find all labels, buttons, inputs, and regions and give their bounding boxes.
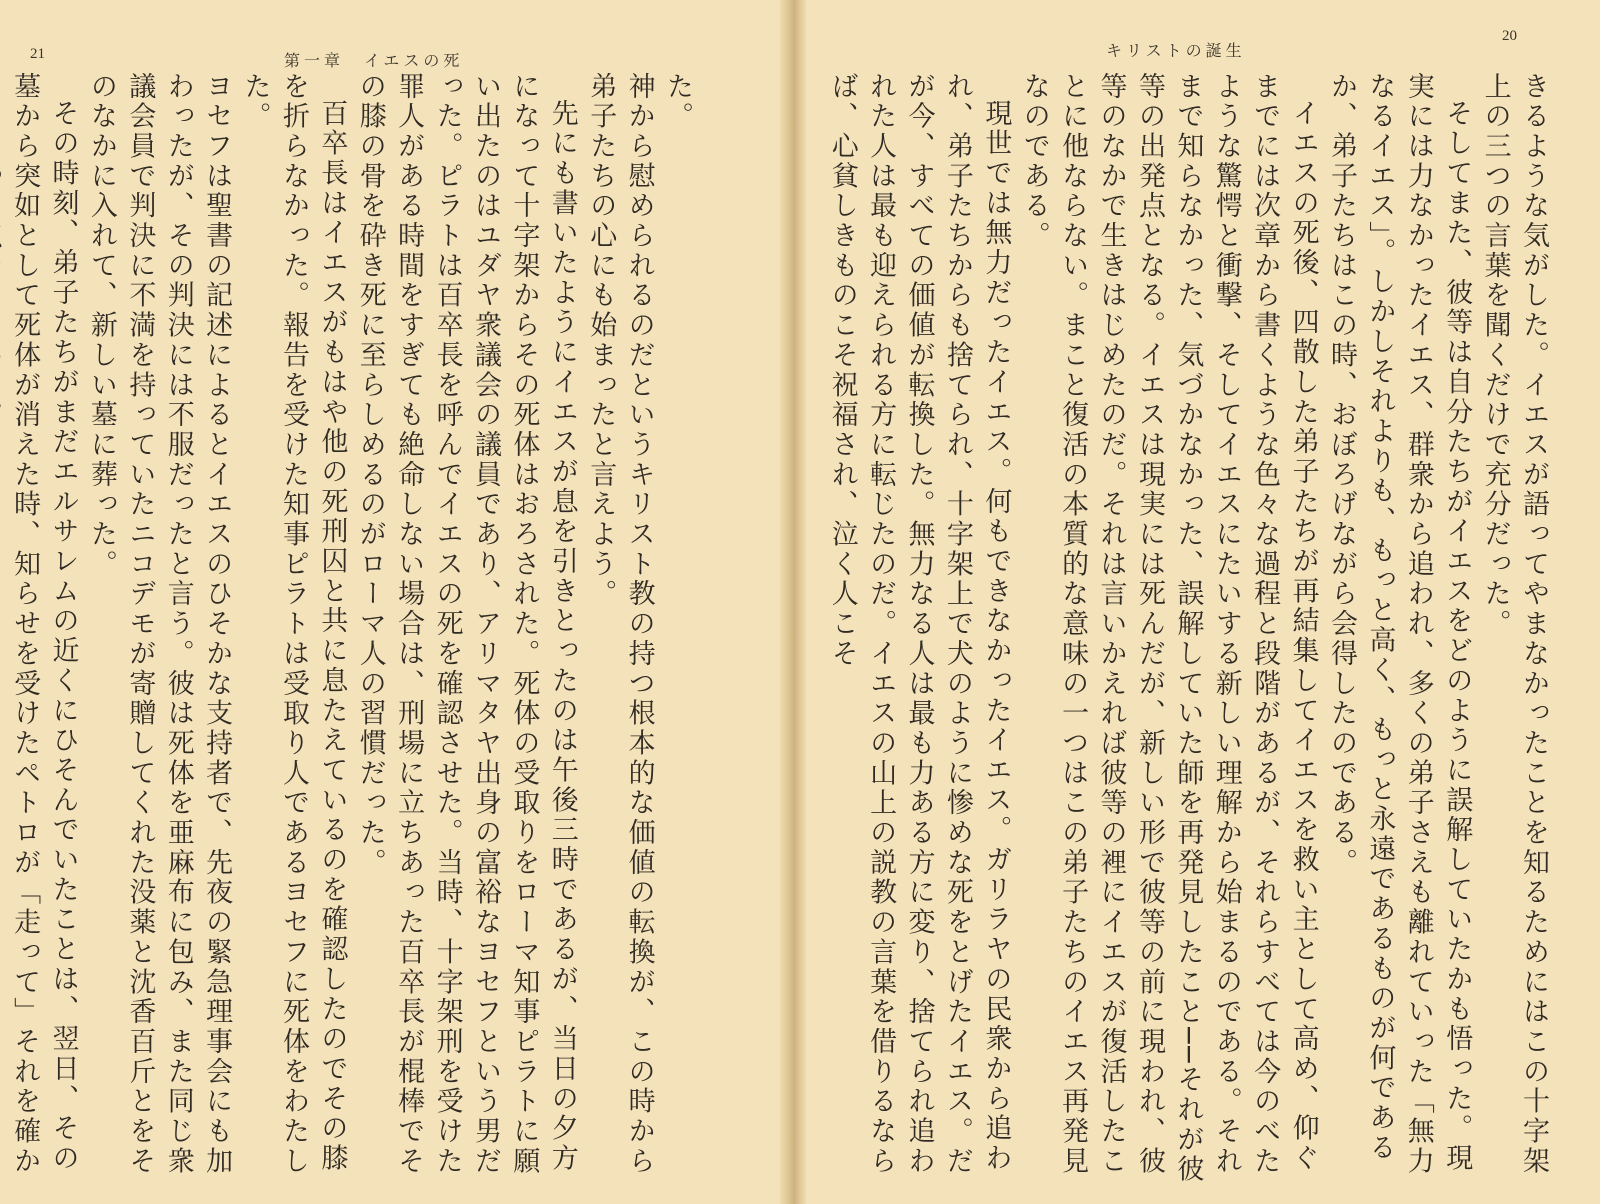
right-paragraph: そしてまた、彼等は自分たちがイエスをどのように誤解していたかも悟った。現実には力なかったイエス、群衆から追われ、多くの弟子さえも離れていった「無力なるイエス」。しかしそれよりも、もっと高く、もっと永遠であるものが何であるか、弟子たちはこの時、おぼろげながら会得したのである。 xyxy=(1325,72,1473,1177)
left-paragraph: 神から慰められるのだというキリスト教の持つ根本的な価値の転換が、この時から弟子たちの心にも始まったと言えよう。 xyxy=(585,72,655,1177)
left-paragraph: 百卒長はイエスがもはや他の死刑囚と共に息たえているのを確認したのでその膝を折らなかった。報告を受けた知事ピラトは受取り人であるヨセフに死体をわたした。 xyxy=(239,72,348,1177)
left-paragraph: た。 xyxy=(662,72,693,132)
right-paragraph: イエスの死後、四散した弟子たちが再結集してイエスを救い主として高め、仰ぐまでには次章から書くような色々な過程と段階があるが、それらすべては今のべたような驚愕と衝撃、そしてイエスにたいする新しい理解から始まるのである。それまで知らなかった、気づかなかった、誤解していた師を再発見したこと──それが彼等の出発点となる。イエスは現実には死んだが、新しい形で彼等の前に現われ、彼等のなかで生きはじめたのだ。それは言いかえれば彼等の裡にイエスが復活したことに他ならない。まこと復活の本質的な意味の一つはこの弟子たちのイエス再発見なのである。 xyxy=(1018,72,1319,1185)
right-paragraph: きるような気がした。イエスが語ってやまなかったことを知るためにはこの十字架上の三つの言葉を聞くだけで充分だった。 xyxy=(1479,72,1549,1177)
left-paragraph: ヨセフは聖書の記述によるとイエスのひそかな支持者で、先夜の緊急理事会にも加わったが、その判決には不服だったと言う。彼は死体を亜麻布に包み、また同じ衆議会員で判決に不満を持っていたニコデモが寄贈してくれた没薬と沈香百斤とをそのなかに入れて、新しい墓に葬った。 xyxy=(85,72,233,1177)
left-body-text xyxy=(9,72,696,1188)
right-page xyxy=(800,0,1600,1204)
left-running-head: 第一章 イエスの死 xyxy=(284,51,464,70)
right-page-number: 20 xyxy=(1502,28,1517,44)
book-gutter xyxy=(780,0,806,1204)
left-page xyxy=(0,0,788,1204)
left-paragraph: 先にも書いたようにイエスが息を引きとったのは午後三時であるが、当日の夕方になって十字架からその死体はおろされた。死体の受取りをローマ知事ピラトに願い出たのはユダヤ衆議会の議員であり、アリマタヤ出身の富裕なヨセフという男だった。ピラトは百卒長を呼んでイエスの死を確認させた。当時、十字架刑を受けた罪人がある時間をすぎても絶命しない場合は、刑場に立ちあった百卒長が棍棒でその膝の骨を砕き死に至らしめるのがローマ人の習慣だった。 xyxy=(354,72,578,1177)
right-running-head: キリストの誕生 xyxy=(1106,41,1246,60)
right-body-text xyxy=(826,72,1552,1188)
left-paragraph: その時刻、弟子たちがまだエルサレムの近くにひそんでいたことは、翌日、その墓から突如として死体が消えた時、知らせを受けたペトロが「走って」それを確か xyxy=(9,72,79,1177)
right-paragraph: 現世では無力だったイエス。何もできなかったイエス。ガリラヤの民衆から追われ、弟子たちからも捨てられ、十字架上で犬のように惨めな死をとげたイエス。だが今、すべての価値が転換した。無力なる人は最も力ある方に変り、捨てられ追われた人は最も迎えられる方に転じたのだ。イエスの山上の説教の言葉を借りるならば、心貧しきものこそ祝福され、泣く人こそ xyxy=(826,72,1012,1177)
left-page-number: 21 xyxy=(30,46,45,62)
